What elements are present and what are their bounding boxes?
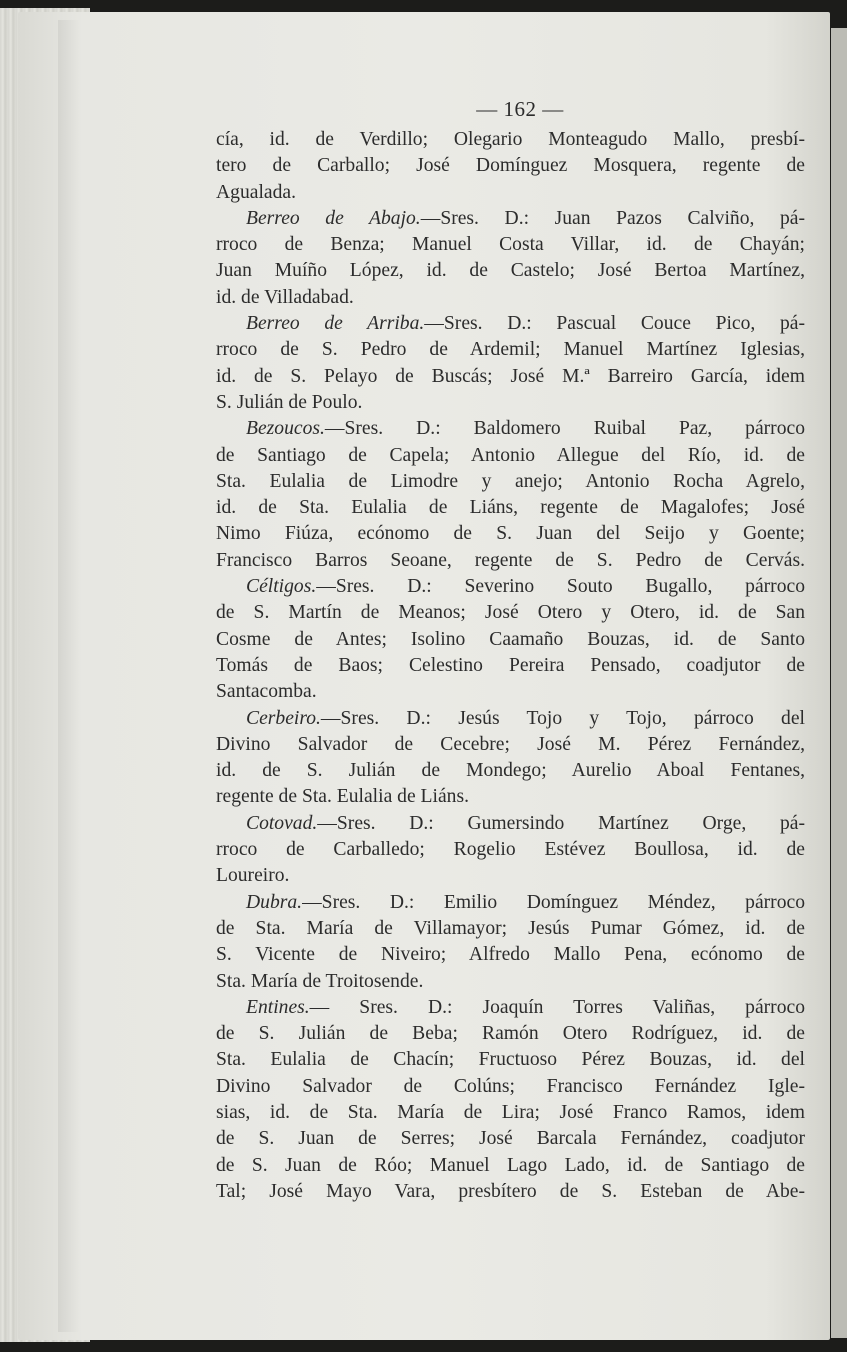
text-line [216, 364, 805, 390]
line-text: Juan Muíño López, id. de Castelo; José Bertoa Martínez, [216, 260, 805, 282]
text-line [216, 916, 805, 942]
line-text: Sta. Eulalia de Chacín; Fructuoso Pérez Bouzas, id. del [216, 1049, 805, 1071]
parish-name: Bezoucos. [246, 418, 325, 440]
text-line [216, 206, 805, 232]
text-line [216, 1100, 805, 1126]
line-text: —Sres. D.: Juan Pazos Calviño, pá- [420, 207, 805, 229]
line-text: Francisco Barros Seoane, regente de S. Pedro de Cervás. [216, 549, 805, 571]
line-text: —Sres. D.: Emilio Domínguez Méndez, párroco [302, 891, 805, 913]
line-text: Nimo Fiúza, ecónomo de S. Juan del Seijo y Goente; [216, 523, 805, 545]
line-text: de S. Martín de Meanos; José Otero y Otero, id. de San [216, 602, 805, 624]
line-text: Divino Salvador de Colúns; Francisco Fernández Igle- [216, 1075, 805, 1097]
text-line [216, 521, 805, 547]
parish-name: Berreo de Abajo. [246, 207, 421, 229]
text-line [216, 153, 805, 179]
text-line [216, 837, 805, 863]
parish-name: Cerbeiro. [246, 707, 321, 729]
text-line [216, 811, 805, 837]
line-text: — Sres. D.: Joaquín Torres Valiñas, párroco [309, 996, 805, 1018]
text-line [216, 627, 805, 653]
text-line [216, 600, 805, 626]
line-text: —Sres. D.: Severino Souto Bugallo, párroco [316, 576, 805, 598]
text-line [216, 443, 805, 469]
line-text: —Sres. D.: Jesús Tojo y Tojo, párroco del [320, 707, 805, 729]
text-line [216, 890, 805, 916]
text-line [216, 574, 805, 600]
line-text: de Santiago de Capela; Antonio Allegue del Río, id. de [216, 444, 805, 466]
line-text: Tal; José Mayo Vara, presbítero de S. Esteban de Abe- [216, 1180, 805, 1202]
line-text: S. Julián de Poulo. [216, 391, 363, 413]
line-text: Cosme de Antes; Isolino Caamaño Bouzas, id. de Santo [216, 628, 805, 650]
line-text: S. Vicente de Niveiro; Alfredo Mallo Pena, ecónomo de [216, 944, 805, 966]
text-line [216, 311, 805, 337]
text-line [216, 1179, 805, 1205]
text-line [216, 469, 805, 495]
line-text: Agualada. [216, 181, 296, 203]
line-text: —Sres. D.: Gumersindo Martínez Orge, pá- [317, 812, 805, 834]
line-text: Loureiro. [216, 865, 290, 887]
text-line [216, 416, 805, 442]
line-text: rroco de S. Pedro de Ardemil; Manuel Martínez Iglesias, [216, 339, 805, 361]
line-text: cía, id. de Verdillo; Olegario Monteagudo Mallo, presbí- [216, 129, 805, 150]
text-line [216, 706, 805, 732]
text-line [216, 232, 805, 258]
line-text: tero de Carballo; José Domínguez Mosquera, regente de [216, 155, 805, 177]
line-text: id. de Villadabad. [216, 286, 354, 308]
text-line [216, 784, 805, 810]
line-text: rroco de Benza; Manuel Costa Villar, id. de Chayán; [216, 234, 805, 256]
line-text: de S. Juan de Serres; José Barcala Fernández, coadjutor [216, 1128, 805, 1150]
text-line [216, 495, 805, 521]
parish-name: Entines. [246, 996, 310, 1018]
text-line [216, 127, 805, 153]
parish-name: Céltigos. [246, 576, 317, 598]
page-right-edge [831, 28, 847, 1338]
page-number: — 162 — [476, 97, 564, 121]
line-text: de S. Juan de Róo; Manuel Lago Lado, id. de Santiago de [216, 1154, 805, 1176]
text-body [216, 127, 805, 1205]
text-line [216, 548, 805, 574]
line-text: —Sres. D.: Baldomero Ruibal Paz, párroco [324, 418, 805, 440]
line-text: Santacomba. [216, 681, 317, 703]
parish-name: Cotovad. [246, 812, 318, 834]
text-line [216, 732, 805, 758]
text-line [216, 1074, 805, 1100]
line-text: id. de Sta. Eulalia de Liáns, regente de Magalofes; José [216, 497, 805, 519]
line-text: sias, id. de Sta. María de Lira; José Franco Ramos, idem [216, 1101, 805, 1123]
text-line [216, 337, 805, 363]
text-line [216, 758, 805, 784]
line-text: de S. Julián de Beba; Ramón Otero Rodríguez, id. de [216, 1023, 805, 1045]
text-line [216, 863, 805, 889]
line-text: regente de Sta. Eulalia de Liáns. [216, 786, 469, 808]
line-text: —Sres. D.: Pascual Couce Pico, pá- [424, 313, 805, 335]
text-line [216, 653, 805, 679]
text-line [216, 942, 805, 968]
line-text: id. de S. Julián de Mondego; Aurelio Aboal Fentanes, [216, 760, 805, 782]
text-line [216, 995, 805, 1021]
text-line [216, 1021, 805, 1047]
line-text: id. de S. Pelayo de Buscás; José M.ª Barreiro García, idem [216, 365, 805, 387]
spine-shadow [58, 20, 80, 1332]
parish-name: Berreo de Arriba. [246, 313, 425, 335]
text-line [216, 679, 805, 705]
text-line [216, 285, 805, 311]
parish-name: Dubra. [246, 891, 303, 913]
text-line [216, 969, 805, 995]
text-line [216, 1153, 805, 1179]
text-line [216, 1047, 805, 1073]
text-line [216, 180, 805, 206]
line-text: rroco de Carballedo; Rogelio Estévez Boullosa, id. de [216, 839, 805, 861]
line-text: Sta. Eulalia de Limodre y anejo; Antonio Rocha Agrelo, [216, 470, 805, 492]
line-text: Divino Salvador de Cecebre; José M. Pérez Fernández, [216, 733, 805, 755]
text-line [216, 1126, 805, 1152]
text-line [216, 390, 805, 416]
line-text: Sta. María de Troitosende. [216, 970, 424, 992]
line-text: Tomás de Baos; Celestino Pereira Pensado, coadjutor de [216, 654, 805, 676]
text-line [216, 258, 805, 284]
line-text: de Sta. María de Villamayor; Jesús Pumar Gómez, id. de [216, 917, 805, 939]
